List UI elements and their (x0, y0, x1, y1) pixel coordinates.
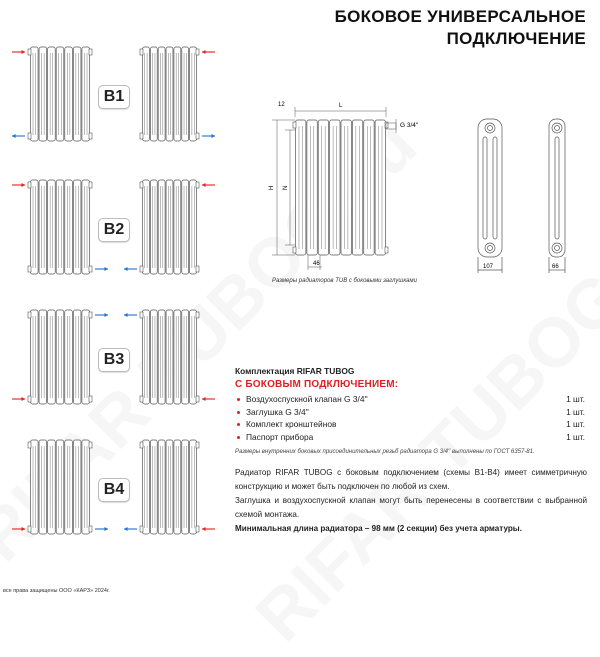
radiator-section (56, 180, 64, 274)
radiator-section (56, 440, 64, 534)
kit-item (235, 393, 585, 406)
radiator-section (65, 47, 73, 141)
radiator-port (196, 442, 199, 448)
supply-arrow-icon (12, 397, 25, 401)
radiator-port (293, 122, 296, 128)
radiator-port (89, 526, 92, 532)
radiator-section (341, 120, 351, 255)
radiator-port (28, 442, 31, 448)
radiator-section (174, 180, 181, 274)
radiator-section (330, 120, 340, 255)
radiator-section (39, 47, 47, 141)
radiator-port (89, 182, 92, 188)
radiator-section (166, 310, 173, 404)
radiator-section (150, 180, 157, 274)
radiator-section (31, 47, 39, 141)
radiator-section (65, 440, 73, 534)
description-p3: Минимальная длина радиатора – 98 мм (2 секции) без учета арматуры. (235, 524, 522, 533)
supply-arrow-icon (202, 183, 215, 187)
radiator-port (89, 133, 92, 139)
radiator-port (140, 266, 143, 272)
radiator-section (150, 310, 157, 404)
dim-l: L (339, 103, 343, 109)
kit-item-name: Заглушка G 3/4'' (246, 406, 309, 417)
radiator-right (124, 310, 215, 404)
radiator-section (48, 47, 56, 141)
radiator-section (190, 180, 197, 274)
description-p2: Заглушка и воздухоспускной клапан могут быть перенесены в соответствии с выбранной схемой монтажа. (235, 496, 587, 519)
kit-subheading: С БОКОВЫМ ПОДКЛЮЧЕНИЕМ: (235, 379, 399, 390)
description (235, 466, 587, 536)
radiator-section (65, 310, 73, 404)
radiator-port (89, 266, 92, 272)
radiator-right (124, 440, 215, 534)
radiator-section (364, 120, 374, 255)
kit-item (235, 418, 585, 431)
radiator-left (12, 440, 108, 534)
radiator-section (182, 180, 189, 274)
radiator-port (140, 526, 143, 532)
kit-item-name: Паспорт прибора (246, 431, 314, 442)
radiator-section (352, 120, 362, 255)
radiator-section (190, 440, 197, 534)
radiator-section (56, 310, 64, 404)
radiator-section (166, 47, 173, 141)
dim-107: 107 (483, 264, 494, 270)
radiator-port (28, 396, 31, 402)
radiator-port (196, 182, 199, 188)
return-arrow-icon (95, 313, 108, 317)
radiator-port (140, 312, 143, 318)
radiator-section (174, 440, 181, 534)
radiator-section (190, 47, 197, 141)
kit-note: Размеры внутренних боковых присоединительных резьб радиатора G 3/4'' выполнены по ГОСТ 6357-81. (235, 449, 535, 455)
connection-schemes (0, 0, 230, 560)
radiator-section (307, 120, 317, 255)
radiator-section (48, 310, 56, 404)
title-line-2: ПОДКЛЮЧЕНИЕ (446, 29, 586, 48)
front-view-radiator (293, 120, 388, 255)
kit-item-qty: 1 шт. (566, 406, 585, 417)
radiator-port (140, 133, 143, 139)
page-title (335, 6, 586, 50)
dim-66: 66 (552, 264, 559, 270)
return-arrow-icon (124, 527, 137, 531)
radiator-section (375, 120, 385, 255)
bullet-icon (237, 436, 240, 439)
radiator-section (82, 47, 90, 141)
kit-item-qty: 1 шт. (566, 431, 585, 442)
radiator-port (28, 49, 31, 55)
radiator-section (39, 440, 47, 534)
radiator-right (124, 180, 215, 274)
drawing-caption: Размеры радиаторов TUB с боковыми заглушками (272, 278, 417, 284)
return-arrow-icon (95, 527, 108, 531)
return-arrow-icon (124, 267, 137, 271)
kit-item-qty: 1 шт. (566, 419, 585, 430)
radiator-section (158, 47, 165, 141)
return-arrow-icon (124, 313, 137, 317)
radiator-section (82, 440, 90, 534)
radiator-section (31, 180, 39, 274)
radiator-section (82, 180, 90, 274)
radiator-port (196, 266, 199, 272)
radiator-port (140, 49, 143, 55)
radiator-section (158, 180, 165, 274)
radiator-left (12, 180, 108, 274)
return-arrow-icon (95, 267, 108, 271)
radiator-section (143, 180, 150, 274)
radiator-port (196, 526, 199, 532)
radiator-section (65, 180, 73, 274)
radiator-section (182, 47, 189, 141)
radiator-port (140, 396, 143, 402)
radiator-section (143, 47, 150, 141)
radiator-section (318, 120, 328, 255)
radiator-section (73, 440, 81, 534)
kit-heading: Комплектация RIFAR TUBOG (235, 366, 355, 376)
radiator-port (196, 133, 199, 139)
radiator-section (73, 310, 81, 404)
radiator-port (89, 312, 92, 318)
dim-46: 46 (313, 261, 320, 267)
kit-item-name: Воздухоспускной клапан G 3/4'' (246, 394, 368, 405)
radiator-section (73, 180, 81, 274)
radiator-port (89, 396, 92, 402)
bullet-icon (237, 411, 240, 414)
return-arrow-icon (202, 134, 215, 138)
bullet-icon (237, 398, 240, 401)
kit-item-qty: 1 шт. (566, 394, 585, 405)
radiator-section (39, 310, 47, 404)
dim-h: H (269, 185, 275, 190)
radiator-section (150, 440, 157, 534)
radiator-section (158, 310, 165, 404)
radiator-section (182, 440, 189, 534)
radiator-port (140, 182, 143, 188)
radiator-section (56, 47, 64, 141)
radiator-section (190, 310, 197, 404)
radiator-port (28, 266, 31, 272)
dim-n: N (283, 185, 289, 190)
radiator-port (140, 442, 143, 448)
dim-12: 12 (278, 102, 285, 108)
radiator-port (28, 133, 31, 139)
kit-item (235, 431, 585, 444)
radiator-section (39, 180, 47, 274)
radiator-section (174, 310, 181, 404)
side-views (478, 119, 565, 273)
radiator-left (12, 47, 92, 141)
kit-item (235, 406, 585, 419)
radiator-port (196, 312, 199, 318)
supply-arrow-icon (12, 527, 25, 531)
thread-label: G 3/4'' (400, 122, 419, 129)
radiator-port (28, 312, 31, 318)
kit-section (235, 366, 585, 455)
radiator-section (143, 440, 150, 534)
radiator-section (166, 440, 173, 534)
supply-arrow-icon (202, 527, 215, 531)
radiator-port (28, 526, 31, 532)
scheme-label: B1 (98, 85, 130, 109)
radiator-section (73, 47, 81, 141)
dimension-drawing (250, 95, 600, 280)
return-arrow-icon (12, 134, 25, 138)
supply-arrow-icon (202, 50, 215, 54)
radiator-port (89, 49, 92, 55)
radiator-left (12, 310, 108, 404)
radiator-section (174, 47, 181, 141)
radiator-section (82, 310, 90, 404)
bullet-icon (237, 423, 240, 426)
radiator-section (31, 310, 39, 404)
radiator-section (296, 120, 306, 255)
title-line-1: БОКОВОЕ УНИВЕРСАЛЬНОЕ (334, 7, 586, 26)
kit-list (235, 393, 585, 443)
radiator-port (293, 247, 296, 253)
radiator-section (48, 440, 56, 534)
scheme-label: B2 (98, 218, 130, 242)
kit-item-name: Комплект кронштейнов (246, 419, 337, 430)
radiator-section (166, 180, 173, 274)
supply-arrow-icon (12, 183, 25, 187)
radiator-port (196, 396, 199, 402)
description-p1: Радиатор RIFAR TUBOG с боковым подключением (схемы B1-B4) имеет симметричную конструкцию и может быть подключен по любой из схем. (235, 468, 587, 491)
radiator-section (48, 180, 56, 274)
supply-arrow-icon (202, 397, 215, 401)
radiator-right (140, 47, 215, 141)
copyright: все права защищены ООО «КАРЗ» 2024г. (3, 588, 110, 594)
radiator-port (385, 247, 388, 253)
radiator-section (158, 440, 165, 534)
radiator-section (182, 310, 189, 404)
radiator-port (28, 182, 31, 188)
supply-arrow-icon (12, 50, 25, 54)
radiator-port (196, 49, 199, 55)
radiator-port (89, 442, 92, 448)
scheme-label: B3 (98, 348, 130, 372)
scheme-label: B4 (98, 478, 130, 502)
radiator-section (150, 47, 157, 141)
radiator-section (143, 310, 150, 404)
radiator-section (31, 440, 39, 534)
